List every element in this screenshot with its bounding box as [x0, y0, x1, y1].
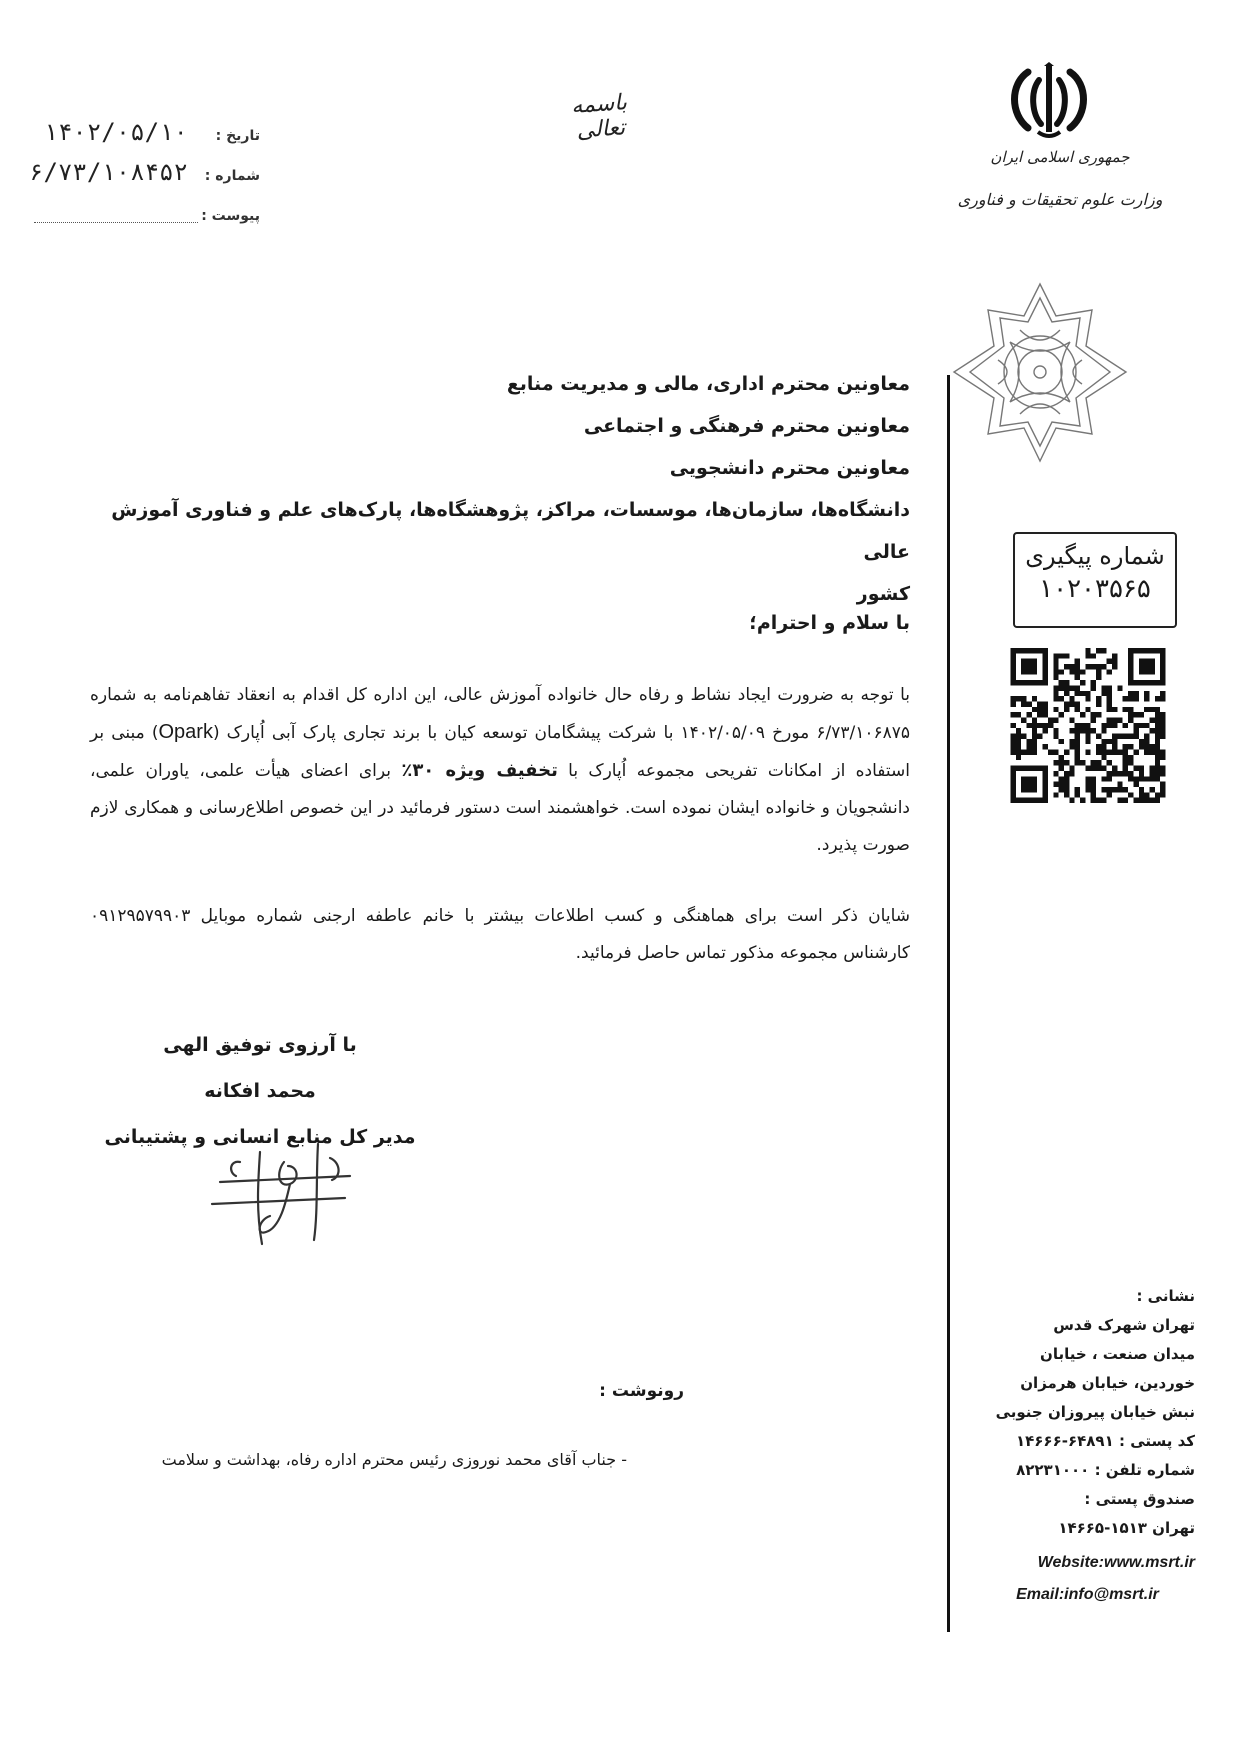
copy-heading: رونوشت :: [599, 1381, 684, 1401]
addressee-line: معاونین محترم اداری، مالی و مدیریت منابع: [506, 373, 910, 395]
addressee-line: کشور: [856, 583, 910, 605]
email-link[interactable]: Email:info@msrt.ir: [1016, 1586, 1159, 1603]
attachment-dots: [34, 222, 198, 223]
brand-name: Opark: [158, 721, 213, 743]
ministry-name-line: وزارت علوم تحقیقات و فناوری: [957, 190, 1163, 209]
closing-line: با آرزوی توفیق الهی: [163, 1034, 357, 1056]
attachment-label: پیوست :: [201, 208, 260, 224]
address-block: [980, 1282, 1195, 1611]
address-line: صندوق پستی :: [1084, 1490, 1195, 1508]
letter-meta: [30, 120, 260, 240]
tracking-number: ۱۰۲۰۳۵۶۵: [1039, 574, 1151, 604]
addressee-line: معاونین محترم دانشجویی: [669, 457, 910, 479]
handwritten-signature-icon: [200, 1132, 360, 1252]
number-value: ۶/۷۳/۱۰۸۴۵۲: [29, 158, 188, 186]
address-line: خوردین، خیابان هرمزان: [1020, 1374, 1195, 1392]
contact-paragraph: شایان ذکر است برای هماهنگی و کسب اطلاعات بیشتر با خانم عاطفه ارجنی شماره موبایل ۰۹۱۲۹۵۷۹۹۰۳ کارشناس مجموعه مذکور تماس حاصل فرمائید.: [90, 906, 910, 963]
address-line: شماره تلفن : ۸۲۲۳۱۰۰۰: [1016, 1461, 1195, 1479]
address-line: کد پستی : ۶۴۸۹۱-۱۴۶۶۶: [1015, 1432, 1195, 1450]
address-line: میدان صنعت ، خیابان: [1040, 1345, 1195, 1363]
vertical-divider: [947, 375, 950, 1632]
addressee-list: [90, 363, 910, 615]
addressee-line: دانشگاه‌ها، سازمان‌ها، موسسات، مراکز، پژوهشگاه‌ها، پارک‌های علم و فناوری آموزش عالی: [111, 499, 910, 563]
date-row: [30, 120, 260, 160]
tracking-box: [1013, 532, 1177, 628]
number-label: شماره :: [204, 168, 260, 184]
signer-title: مدیر کل منابع انسانی و پشتیبانی: [104, 1126, 416, 1148]
date-value: ۱۴۰۲/۰۵/۱۰: [43, 118, 188, 146]
discount-highlight: تخفیف ویژه ۳۰٪: [401, 760, 558, 781]
address-line: تهران ۱۵۱۳-۱۴۶۶۵: [1058, 1519, 1195, 1537]
body-paragraph: [90, 677, 910, 864]
number-row: [30, 160, 260, 200]
bismillah-heading: باسمه تعالی: [570, 90, 628, 144]
signer-name: محمد افکانه: [204, 1080, 316, 1102]
qr-code-icon: [1010, 648, 1166, 803]
paragraph-text: با توجه به ضرورت ایجاد نشاط و رفاه حال خانواده آموزش عالی، این اداره کل اقدام به انعقاد تفاهم‌نامه به شماره ۶/۷۳/۱۰۶۸۷۵ مورخ ۱۴۰۲/۰۵/۰۹ با شرکت پیشگامان توسعه کیان با برند تجاری پارک آبی اُپارک (: [90, 685, 910, 743]
addressee-line: معاونین محترم فرهنگی و اجتماعی: [583, 415, 910, 437]
attachment-row: [30, 200, 260, 240]
website-link[interactable]: Website:www.msrt.ir: [1037, 1554, 1195, 1571]
gov-name-line: جمهوری اسلامی ایران: [990, 148, 1130, 166]
ornament-icon: [950, 280, 1130, 465]
tracking-label: شماره پیگیری: [1025, 542, 1165, 570]
address-line: نبش خیابان پیروزان جنوبی: [995, 1403, 1195, 1421]
greeting: با سلام و احترام؛: [749, 612, 910, 634]
iran-emblem-icon: [1008, 62, 1090, 142]
copy-recipient: - جناب آقای محمد نوروزی رئیس محترم اداره رفاه، بهداشت و سلامت: [161, 1450, 627, 1469]
address-line: نشانی :: [1136, 1287, 1195, 1305]
date-label: تاریخ :: [215, 128, 260, 144]
paragraph-text: برای اعضای هیأت علمی، یاوران علمی، دانشجویان و خانواده ایشان نموده است. خواهشمند است دستور فرمائید در این خصوص اطلاع‌رسانی و همکاری لازم صورت پذیرد.: [90, 761, 910, 855]
paragraph-text: ) مبنی بر استفاده از امکانات تفریحی مجموعه اُپارک با: [90, 723, 910, 781]
address-line: تهران شهرک قدس: [1053, 1316, 1195, 1334]
